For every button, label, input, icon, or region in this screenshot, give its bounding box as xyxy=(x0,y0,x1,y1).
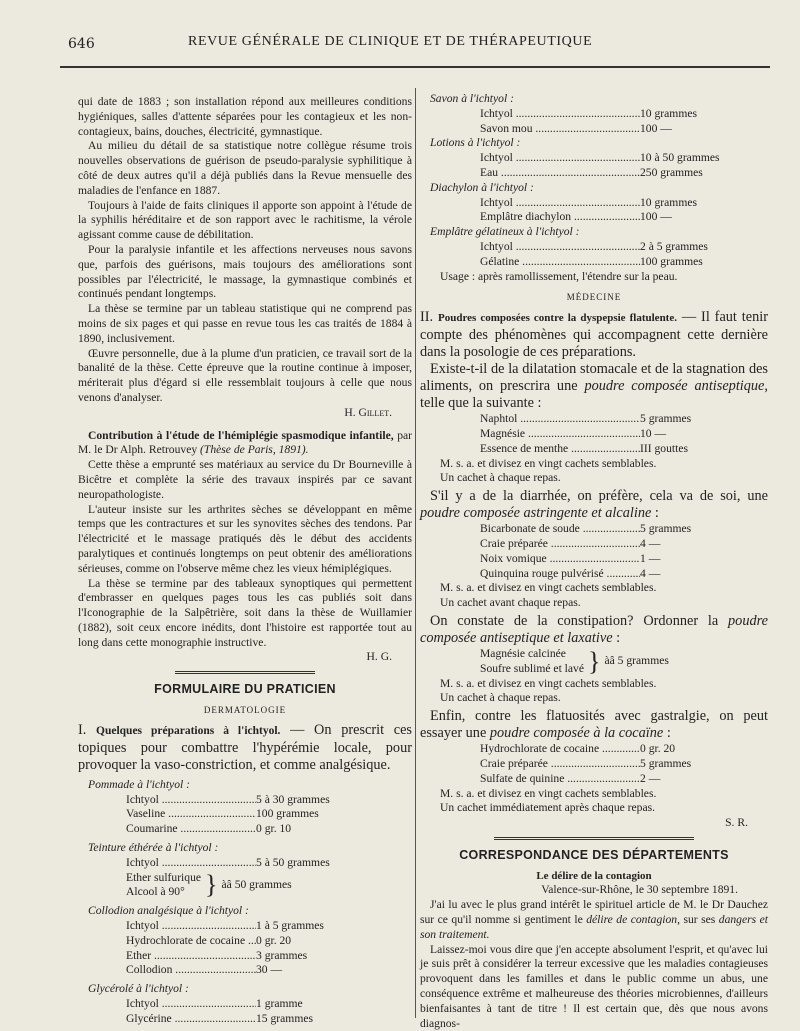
letter-date: Valence-sur-Rhône, le 30 septembre 1891. xyxy=(541,883,738,897)
formula-title: Savon à l'ichtyol : xyxy=(430,92,514,105)
formula-title: Teinture éthérée à l'ichtyol : xyxy=(88,841,219,855)
paragraph: Au milieu du détail de sa statistique notre collègue résume trois nouvelles observations de guérison de pseudo-paralysie syphilitique à côté de deux autres qu'il a déjà publiés dans la Revue mensuelle des maladies de l'enfance en 1887. xyxy=(78,139,412,197)
ingredient: Craie préparée ..... xyxy=(480,757,640,772)
formula-row xyxy=(480,757,735,772)
signature: H. Gillet. xyxy=(344,405,392,419)
quantity: 15 grammes xyxy=(256,1011,313,1025)
signature: S. R. xyxy=(725,816,748,830)
formula-row xyxy=(480,742,735,757)
formula-row xyxy=(480,151,735,166)
left-column xyxy=(78,95,412,1027)
quantity: 30 — xyxy=(256,963,283,977)
formula-row xyxy=(480,522,735,537)
ingredient: Glycérine ..... xyxy=(126,1012,256,1027)
ingredient: Ichtyol ..... xyxy=(126,919,256,934)
formula-row xyxy=(480,122,735,137)
formula-list xyxy=(78,919,412,978)
formula-row xyxy=(480,552,735,567)
formula-row xyxy=(480,210,735,225)
quantity: 10 à 50 grammes xyxy=(640,151,720,165)
paragraph: Cette thèse a emprunté ses matériaux au service du Dr Bourneville à Bicêtre et complète la série des travaux inspirés par ce savant neuropathologiste. xyxy=(78,458,412,501)
intro-lead: I. xyxy=(78,721,97,738)
formula-row xyxy=(480,537,735,552)
formula-list xyxy=(420,107,768,137)
quantity: 100 grammes xyxy=(640,254,703,268)
formula-row xyxy=(480,442,735,457)
right-column xyxy=(420,92,768,1031)
quantity: 100 — xyxy=(640,121,672,135)
prescription-note: Un cachet à chaque repas. xyxy=(440,691,561,705)
quantity: 100 — xyxy=(640,210,672,224)
ingredient: Collodion ..... xyxy=(126,963,256,978)
review-author: par M. le Dr Alph. Retrouvey xyxy=(78,428,413,457)
ingredient: Sulfate de quinine ..... xyxy=(480,772,640,787)
paragraph: J'ai lu avec le plus grand intérêt le spirituel article de M. le Dr Dauchez sur ce qu'il nomme si gentiment le délire de contagion, sur ses dangers et son traitement. xyxy=(420,898,768,941)
heading-text: Poudres composées contre la dyspepsie flatulente. xyxy=(438,312,677,325)
formula-row xyxy=(480,166,735,181)
formula-list xyxy=(78,997,412,1027)
formula-list xyxy=(420,412,768,456)
ingredient: Noix vomique ..... xyxy=(480,552,640,567)
paragraph: On constate de la constipation? Ordonner la poudre composée antiseptique et laxative : xyxy=(420,612,768,646)
quantity: 2 à 5 grammes xyxy=(640,239,708,253)
paragraph: Existe-t-il de la dilatation stomacale et de la stagnation des aliments, on prescrira une poudre composée antiseptique, telle que la suivante : xyxy=(420,361,768,412)
formula-title: Emplâtre gélatineux à l'ichtyol : xyxy=(430,225,580,239)
formula-row xyxy=(480,772,735,787)
ingredient: Essence de menthe ..... xyxy=(480,442,640,457)
subsection-title: MÉDECINE xyxy=(566,292,622,303)
formula-row xyxy=(480,427,735,442)
prescription-note: Un cachet à chaque repas. xyxy=(440,471,561,485)
paragraph: II. Poudres composées contre la dyspepsie flatulente. — Il faut tenir compte des phénomènes qui accompagnent cette dernière dans la posologie de ces préparations. xyxy=(420,309,768,361)
formula-row xyxy=(480,196,735,211)
section-rule xyxy=(175,671,315,674)
review-title: Contribution à l'étude de l'hémiplégie spasmodique infantile, xyxy=(88,428,394,442)
quantity: 1 gramme xyxy=(256,997,303,1011)
paragraph: L'auteur insiste sur les arthrites sèches se développant en même temps que les contractures et sur les synovites sèches des tendons. Par l'électricité et le massage pratiqués dès le début des accidents paralytiques et continués longtemps on peut obtenir des améliorations sérieuses, comme on l'observe même chez les vieux hémiplégiques. xyxy=(78,502,412,575)
quantity: 0 gr. 20 xyxy=(640,742,676,756)
ingredient: Ichtyol ..... xyxy=(480,196,640,211)
quantity: 4 — xyxy=(640,536,661,550)
formula-row xyxy=(126,822,346,837)
prescription-note: M. s. a. et divisez en vingt cachets semblables. xyxy=(440,456,657,470)
formula-list xyxy=(420,522,768,581)
formula-title: Collodion analgésique à l'ichtyol : xyxy=(88,904,249,918)
ingredient: Ichtyol ..... xyxy=(480,240,640,255)
ingredient: Ichtyol ..... xyxy=(480,151,640,166)
page-header xyxy=(60,34,770,68)
formula-row xyxy=(480,567,735,582)
paragraph: Laissez-moi vous dire que j'en accepte absolument l'esprit, et qu'avec lui je suis prêt à considérer la terreur excessive que les maladies contagieuses provoquent dans les familles et dans le public comme un abus, une conséquence extrême et malheureuse des théories microbiennes, d'ailleurs bienfaisantes à tant de titre ! Il est certain que, dès que nous avons diagnos- xyxy=(420,942,768,1030)
quantity: 4 — xyxy=(640,566,661,580)
formula-title: Pommade à l'ichtyol : xyxy=(88,777,190,791)
ingredient: Craie préparée ..... xyxy=(480,537,640,552)
quantity: III gouttes xyxy=(640,441,688,455)
formula-row xyxy=(126,963,346,978)
formula-row xyxy=(126,997,346,1012)
formula-title: Diachylon à l'ichtyol : xyxy=(430,180,534,194)
ingredient: Ichtyol ..... xyxy=(126,997,256,1012)
formula-row xyxy=(126,949,346,964)
letter-title: Le délire de la contagion xyxy=(536,869,652,882)
ingredient: Bicarbonate de soude ..... xyxy=(480,522,640,537)
section-rule xyxy=(494,837,694,840)
quantity: 100 grammes xyxy=(256,807,319,821)
quantity: 3 grammes xyxy=(256,948,308,962)
paragraph: S'il y a de la diarrhée, on préfère, cela va de soi, une poudre composée astringente et alcaline : xyxy=(420,488,768,522)
paragraph: qui date de 1883 ; son installation répond aux meilleures conditions hygiéniques, salles d'attente séparées pour les contagieux et les non-contagieux, bains, douches, électricité, gymnastique. xyxy=(78,95,412,138)
formula-row xyxy=(480,107,735,122)
ingredient: Coumarine ..... xyxy=(126,822,256,837)
brace: } xyxy=(205,870,218,900)
quantity: 10 grammes xyxy=(640,195,697,209)
formula-row xyxy=(480,412,735,427)
ingredient: Ichtyol ..... xyxy=(126,793,256,808)
formula-list xyxy=(420,151,768,181)
ingredient: Ichtyol ..... xyxy=(480,107,640,122)
quantity: 0 gr. 20 xyxy=(256,933,292,947)
review-heading xyxy=(78,429,412,459)
usage-note: Usage : après ramollissement, l'étendre sur la peau. xyxy=(440,269,678,283)
formula-row xyxy=(126,793,346,808)
quantity: 10 — xyxy=(640,426,667,440)
formula-intro xyxy=(78,722,412,774)
column-divider xyxy=(415,88,416,1018)
formula-row xyxy=(126,1012,346,1027)
ingredient: Savon mou ..... xyxy=(480,122,640,137)
prescription-note: M. s. a. et divisez en vingt cachets semblables. xyxy=(440,676,657,690)
quantity: 2 — xyxy=(640,771,661,785)
quantity: 5 grammes xyxy=(640,412,692,426)
formula-group: Ether sulfurique Alcool à 90° } àâ 50 grammes xyxy=(126,870,292,900)
formula-group: Magnésie calcinée Soufre sublimé et lavé } àâ 5 grammes xyxy=(480,646,669,676)
quantity: 0 gr. 10 xyxy=(256,822,292,836)
formula-row: Ichtyol ..... 5 à 50 grammes xyxy=(126,856,346,871)
paragraph: Toujours à l'aide de faits cliniques il apporte son appoint à l'étude de la syphilis héréditaire et de son rapport avec le rachitisme, la vérole agissant comme cause de débilitation. xyxy=(78,198,412,242)
quantity: 10 grammes xyxy=(640,106,697,120)
quantity: 5 grammes xyxy=(640,756,692,770)
quantity: 250 grammes xyxy=(640,165,703,179)
ingredient: Naphtol ..... xyxy=(480,412,640,427)
formula-row xyxy=(126,807,346,822)
formula-row xyxy=(126,934,346,949)
formula-row xyxy=(480,240,735,255)
ingredient: Vaseline ..... xyxy=(126,807,256,822)
formula-title: Glycérolé à l'ichtyol : xyxy=(88,982,189,996)
ingredient: Hydrochlorate de cocaine ..... xyxy=(126,934,256,949)
formula-list xyxy=(420,742,768,786)
formula-row xyxy=(126,919,346,934)
brace: } xyxy=(588,646,601,676)
page-number: 646 xyxy=(68,36,95,52)
paragraph: La thèse se termine par un tableau statistique qui ne comprend pas moins de six pages et qui passe en revue tous les cas traités de 1884 à 1890, inclusivement. xyxy=(78,302,412,345)
section-title: CORRESPONDANCE DES DÉPARTEMENTS xyxy=(459,847,729,862)
paragraph: Pour la paralysie infantile et les affections nerveuses nous savons que, parfois des guérisons, mais toujours des améliorations sont possibles par l'électricité, le massage, la gymnastique combinés et continués pendant longtemps. xyxy=(78,242,412,301)
ingredient: Ether ..... xyxy=(126,949,256,964)
prescription-note: M. s. a. et divisez en vingt cachets semblables. xyxy=(440,581,657,595)
review-ref: (Thèse de Paris, 1891). xyxy=(200,443,309,457)
ingredient: Magnésie ..... xyxy=(480,427,640,442)
prescription-note: M. s. a. et divisez en vingt cachets semblables. xyxy=(440,786,657,800)
quantity: 5 grammes xyxy=(640,522,692,536)
section-title: FORMULAIRE DU PRATICIEN xyxy=(154,682,336,697)
formula-title: Lotions à l'ichtyol : xyxy=(430,136,521,150)
formula-list xyxy=(420,240,768,270)
paragraph: Enfin, contre les flatuosités avec gastralgie, on peut essayer une poudre composée à la cocaïne : xyxy=(420,708,768,742)
signature: H. G. xyxy=(366,650,392,664)
quantity: 5 à 30 grammes xyxy=(256,792,330,806)
paragraph: Œuvre personnelle, due à la plume d'un praticien, ce travail sort de la banalité de la thèse. Cette épreuve que la routine continue à imposer, mériterait plus d'égard si elle ressemblait toujours à celle que nous venons d'analyser. xyxy=(78,346,412,404)
quantity: 1 — xyxy=(640,551,661,565)
intro-text: — On prescrit ces topiques pour combattre l'hypérémie locale, pour provoquer la vaso-constriction, et comme analgésique. xyxy=(78,721,412,773)
intro-title: Quelques préparations à l'ichtyol. xyxy=(96,724,281,737)
subsection-title: DERMATOLOGIE xyxy=(203,705,287,716)
ingredient: Quinquina rouge pulvérisé ..... xyxy=(480,567,640,582)
prescription-note: Un cachet immédiatement après chaque repas. xyxy=(440,801,656,815)
ingredient: Emplâtre diachylon ..... xyxy=(480,210,640,225)
quantity: 1 à 5 grammes xyxy=(256,919,324,933)
formula-list xyxy=(78,793,412,837)
running-title: REVUE GÉNÉRALE DE CLINIQUE ET DE THÉRAPEUTIQUE xyxy=(188,34,593,49)
paragraph: La thèse se termine par des tableaux synoptiques qui permettent d'embrasser en quelques pages tous les cas publiés soit dans l'Iconographie de la Salpêtrière, soit dans la thèse de Wuillamier (1882), soit ceux encore inédits, dont l'histoire est rapportée tout au long dans cette monographie instructive. xyxy=(78,576,412,649)
formula-row xyxy=(480,255,735,270)
prescription-note: Un cachet avant chaque repas. xyxy=(440,596,581,610)
formula-list xyxy=(420,196,768,226)
ingredient: Eau ..... xyxy=(480,166,640,181)
ingredient: Gélatine ..... xyxy=(480,255,640,270)
ingredient: Hydrochlorate de cocaine ..... xyxy=(480,742,640,757)
